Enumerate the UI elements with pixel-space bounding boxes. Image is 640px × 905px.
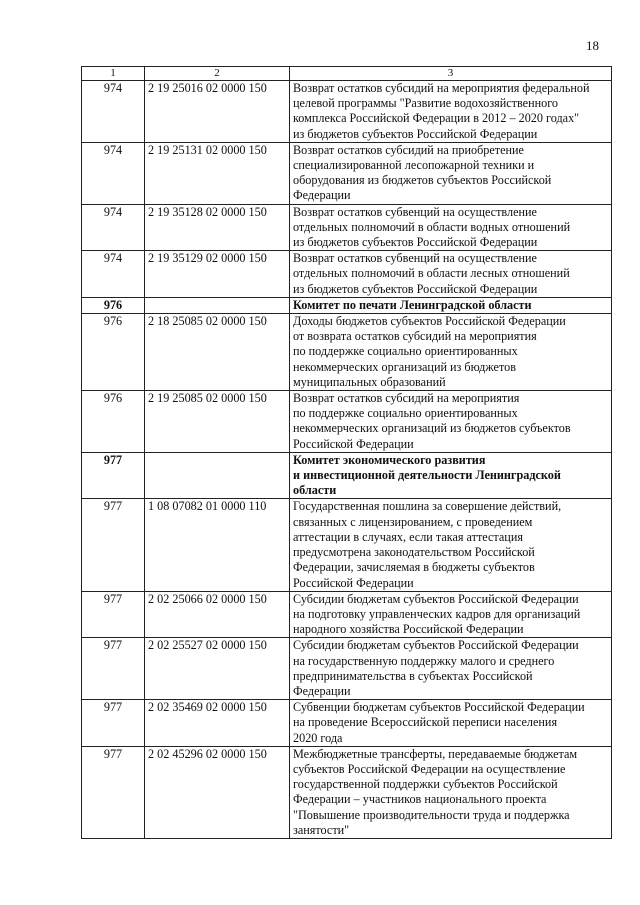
admin-code-cell: 974 xyxy=(82,142,145,204)
budget-code-cell: 2 02 35469 02 0000 150 xyxy=(145,700,290,747)
column-header-3: 3 xyxy=(290,67,612,81)
description-cell: Субсидии бюджетам субъектов Российской Федерации на государственную поддержку малого и среднего предпринимательства в субъектах Российской Федерации xyxy=(290,638,612,700)
admin-code-cell: 976 xyxy=(82,297,145,313)
budget-code-cell xyxy=(145,452,290,499)
admin-code-cell: 977 xyxy=(82,591,145,638)
budget-code-cell: 2 19 35128 02 0000 150 xyxy=(145,204,290,251)
budget-code-cell: 2 19 25016 02 0000 150 xyxy=(145,81,290,143)
description-cell: Субвенции бюджетам субъектов Российской Федерации на проведение Всероссийской переписи населения 2020 года xyxy=(290,700,612,747)
admin-code-cell: 977 xyxy=(82,700,145,747)
table-section-row xyxy=(82,297,612,313)
admin-code-cell: 977 xyxy=(82,452,145,499)
admin-code-cell: 976 xyxy=(82,391,145,453)
table-section-row xyxy=(82,452,612,499)
column-header-2: 2 xyxy=(145,67,290,81)
table-row xyxy=(82,499,612,591)
admin-code-cell: 977 xyxy=(82,746,145,838)
budget-code-cell: 2 02 45296 02 0000 150 xyxy=(145,746,290,838)
admin-code-cell: 977 xyxy=(82,499,145,591)
table-header-row xyxy=(82,67,612,81)
budget-code-cell: 2 02 25066 02 0000 150 xyxy=(145,591,290,638)
admin-code-cell: 976 xyxy=(82,314,145,391)
table-row xyxy=(82,391,612,453)
budget-code-cell: 2 19 35129 02 0000 150 xyxy=(145,251,290,298)
budget-code-cell: 2 18 25085 02 0000 150 xyxy=(145,314,290,391)
page-number: 18 xyxy=(586,38,599,53)
description-cell: Комитет экономического развития и инвестиционной деятельности Ленинградской области xyxy=(290,452,612,499)
description-cell: Возврат остатков субсидий на мероприятия по поддержке социально ориентированных некоммерческих организаций из бюджетов субъектов Российской Федерации xyxy=(290,391,612,453)
admin-code-cell: 974 xyxy=(82,251,145,298)
budget-classification-table xyxy=(81,66,612,839)
table-row xyxy=(82,638,612,700)
description-cell: Возврат остатков субсидий на приобретение специализированной лесопожарной техники и оборудования из бюджетов субъектов Российской Федерации xyxy=(290,142,612,204)
table-row xyxy=(82,700,612,747)
description-cell: Государственная пошлина за совершение действий, связанных с лицензированием, с проведением аттестации в случаях, если такая аттестация предусмотрена законодательством Российской Федерации, зачисляемая в бюджеты субъектов Российской Федерации xyxy=(290,499,612,591)
table-row xyxy=(82,142,612,204)
admin-code-cell: 974 xyxy=(82,81,145,143)
table-row xyxy=(82,204,612,251)
table-row xyxy=(82,591,612,638)
table-row xyxy=(82,314,612,391)
description-cell: Доходы бюджетов субъектов Российской Федерации от возврата остатков субсидий на мероприятия по поддержке социально ориентированных некоммерческих организаций из бюджетов муниципальных образований xyxy=(290,314,612,391)
table-row xyxy=(82,746,612,838)
description-cell: Возврат остатков субвенций на осуществление отдельных полномочий в области лесных отношений из бюджетов субъектов Российской Федерации xyxy=(290,251,612,298)
budget-code-cell xyxy=(145,297,290,313)
table-row xyxy=(82,81,612,143)
budget-code-cell: 2 19 25131 02 0000 150 xyxy=(145,142,290,204)
budget-code-cell: 2 02 25527 02 0000 150 xyxy=(145,638,290,700)
description-cell: Субсидии бюджетам субъектов Российской Федерации на подготовку управленческих кадров для организаций народного хозяйства Российской Федерации xyxy=(290,591,612,638)
table-row xyxy=(82,251,612,298)
description-cell: Возврат остатков субвенций на осуществление отдельных полномочий в области водных отношений из бюджетов субъектов Российской Федерации xyxy=(290,204,612,251)
admin-code-cell: 977 xyxy=(82,638,145,700)
budget-code-cell: 1 08 07082 01 0000 110 xyxy=(145,499,290,591)
column-header-1: 1 xyxy=(82,67,145,81)
admin-code-cell: 974 xyxy=(82,204,145,251)
description-cell: Возврат остатков субсидий на мероприятия федеральной целевой программы "Развитие водохозяйственного комплекса Российской Федерации в 2012 – 2020 годах" из бюджетов субъектов Российской Федерации xyxy=(290,81,612,143)
budget-code-cell: 2 19 25085 02 0000 150 xyxy=(145,391,290,453)
description-cell: Комитет по печати Ленинградской области xyxy=(290,297,612,313)
description-cell: Межбюджетные трансферты, передаваемые бюджетам субъектов Российской Федерации на осуществление государственной поддержки субъектов Российской Федерации – участников национального проекта "Повышение производительности труда и поддержка занятости" xyxy=(290,746,612,838)
